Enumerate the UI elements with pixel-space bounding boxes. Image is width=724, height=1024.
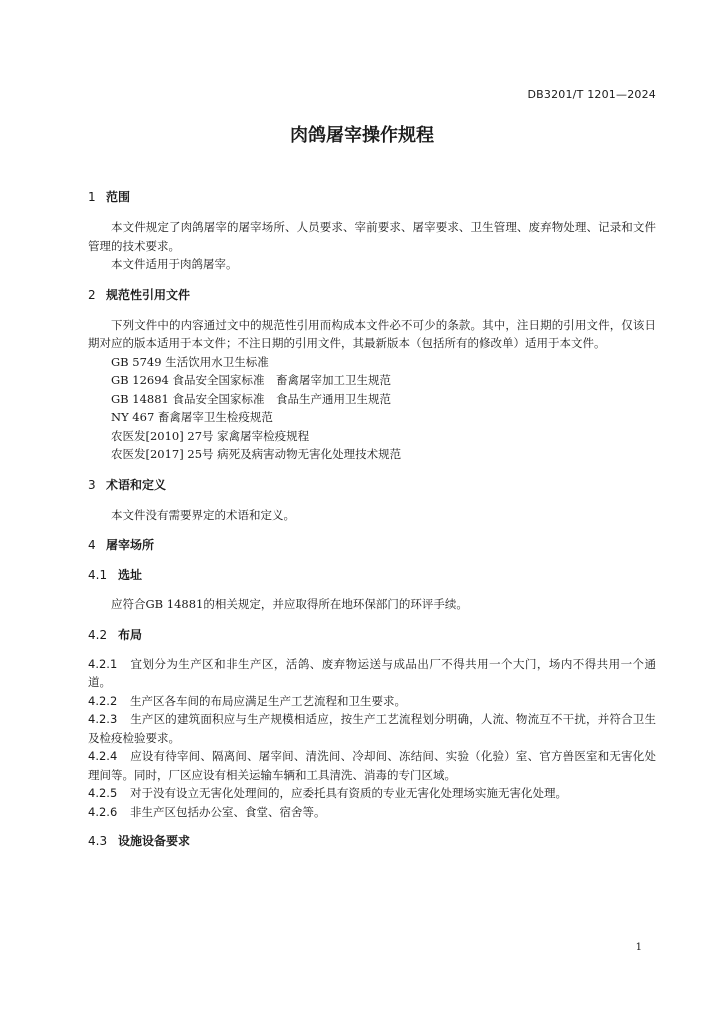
section-title: 屠宰场所 — [106, 538, 155, 552]
subsection-4-2-heading — [88, 626, 656, 644]
clause-text: 生产区的建筑面积应与生产规模相适应，按生产工艺流程划分明确，人流、物流互不干扰，并符合卫生及检疫检验要求。 — [88, 712, 656, 745]
clause-4-2-6 — [88, 803, 656, 822]
reference-item: 农医发[2017] 25号 病死及病害动物无害化处理技术规范 — [111, 447, 402, 461]
clause-number: 4.2.2 — [88, 693, 118, 708]
subsection-number: 4.3 — [88, 834, 108, 848]
clause-4-2-2 — [88, 692, 656, 711]
clause-4-2-3 — [88, 710, 656, 747]
clause-number: 4.2.3 — [88, 712, 118, 726]
section-4-heading — [88, 536, 656, 554]
subsection-title: 布局 — [118, 627, 143, 642]
section-2-heading — [88, 286, 656, 304]
paragraph: 下列文件中的内容通过文中的规范性引用而构成本文件必不可少的条款。其中，注日期的引用文件，仅该日期对应的版本适用于本文件；不注日期的引用文件，其最新版本（包括所有的修改单）适用于本文件。 — [88, 317, 656, 350]
section-number: 2 — [88, 287, 96, 302]
reference-item: 农医发[2010] 27号 家禽屠宰检疫规程 — [111, 428, 310, 443]
clause-4-2-4 — [88, 747, 656, 784]
page-number: 1 — [635, 942, 642, 953]
clause-text: 应设有待宰间、隔离间、屠宰间、清洗间、冷却间、冻结间、实验（化验）室、官方兽医室和无害化处理间等。同时，厂区应设有相关运输车辆和工具清洗、消毒的专门区域。 — [88, 749, 656, 782]
paragraph: 应符合GB 14881的相关规定，并应取得所在地环保部门的环评手续。 — [111, 597, 468, 611]
paragraph: 本文件没有需要界定的术语和定义。 — [111, 507, 295, 522]
document-body — [88, 188, 656, 861]
subsection-title: 设施设备要求 — [118, 834, 191, 848]
clause-text: 对于没有设立无害化处理间的，应委托具有资质的专业无害化处理场实施无害化处理。 — [130, 786, 567, 800]
subsection-title: 选址 — [118, 568, 143, 582]
section-title: 规范性引用文件 — [106, 287, 191, 302]
subsection-number: 4.1 — [88, 568, 108, 582]
clause-number: 4.2.4 — [88, 749, 118, 763]
subsection-4-1-heading — [88, 566, 656, 584]
clause-4-2-1 — [88, 655, 656, 692]
subsection-4-3-heading — [88, 832, 656, 850]
section-title: 术语和定义 — [106, 477, 167, 492]
section-number: 1 — [88, 190, 96, 204]
subsection-number: 4.2 — [88, 627, 108, 642]
section-3-heading — [88, 476, 656, 494]
section-title: 范围 — [106, 190, 131, 204]
document-title: 肉鸽屠宰操作规程 — [290, 125, 434, 146]
clause-number: 4.2.5 — [88, 786, 118, 800]
paragraph: 本文件适用于肉鸽屠宰。 — [111, 257, 238, 271]
reference-item: GB 14881 食品安全国家标准 食品生产通用卫生规范 — [111, 391, 392, 406]
section-1-heading — [88, 188, 656, 206]
clause-number: 4.2.1 — [88, 656, 118, 671]
section-number: 3 — [88, 477, 96, 492]
clause-4-2-5 — [88, 784, 656, 803]
paragraph: 本文件规定了肉鸽屠宰的屠宰场所、人员要求、宰前要求、屠宰要求、卫生管理、废弃物处理、记录和文件管理的技术要求。 — [88, 220, 656, 253]
clause-text: 宜划分为生产区和非生产区，活鸽、废弃物运送与成品出厂不得共用一个大门，场内不得共用一个通道。 — [88, 656, 656, 689]
standard-code: DB3201/T 1201—2024 — [527, 88, 656, 101]
reference-item: NY 467 畜禽屠宰卫生检疫规范 — [111, 410, 273, 424]
clause-number: 4.2.6 — [88, 804, 118, 819]
section-number: 4 — [88, 538, 96, 552]
clause-text: 生产区各车间的布局应满足生产工艺流程和卫生要求。 — [130, 693, 406, 708]
reference-item: GB 5749 生活饮用水卫生标准 — [111, 354, 269, 369]
clause-text: 非生产区包括办公室、食堂、宿舍等。 — [130, 804, 326, 819]
reference-item: GB 12694 食品安全国家标准 畜禽屠宰加工卫生规范 — [111, 373, 392, 387]
